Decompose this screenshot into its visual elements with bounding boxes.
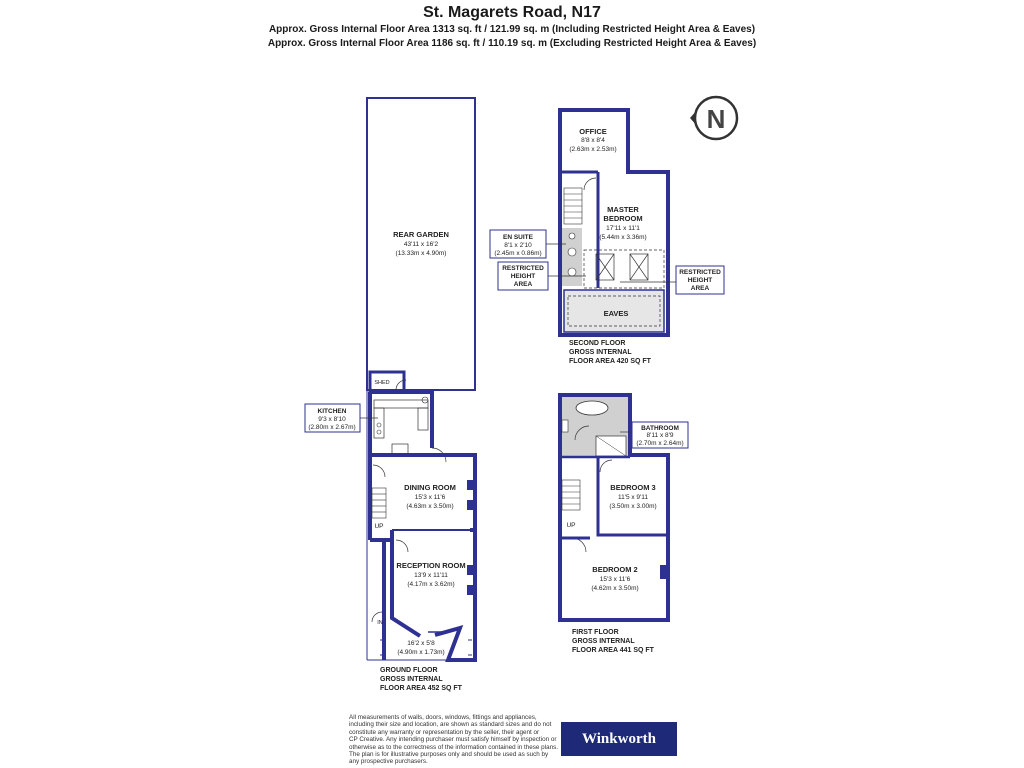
page-title: St. Magarets Road, N17 (423, 4, 601, 21)
disclaimer-line: The plan is for illustrative purposes only and should be used as such by (349, 751, 549, 759)
reception-room-dim-met: (4.17m x 3.62m) (407, 581, 455, 588)
compass-letter: N (706, 104, 726, 134)
kitchen-dim-imp: 9'3 x 8'10 (318, 416, 346, 423)
bathroom-name: BATHROOM (641, 425, 679, 432)
bedroom2-name: BEDROOM 2 (592, 565, 638, 574)
reception-room-dim-imp: 13'9 x 11'11 (414, 572, 448, 579)
ground-floor-plan (305, 98, 475, 692)
kitchen-name: KITCHEN (317, 408, 347, 415)
bedroom2-dim-met: (4.62m x 3.50m) (591, 585, 639, 592)
office-dim-met: (2.63m x 2.53m) (569, 146, 617, 153)
restricted-right-1: RESTRICTED (679, 269, 721, 276)
first-floor-label-3: FLOOR AREA 441 SQ FT (572, 647, 654, 654)
bedroom3-dim-met: (3.50m x 3.00m) (609, 503, 657, 510)
disclaimer-line: any prospective purchasers. (349, 758, 428, 766)
restricted-right-2: HEIGHT (687, 277, 713, 284)
bedroom3-name: BEDROOM 3 (610, 483, 656, 492)
second-floor-label-3: FLOOR AREA 420 SQ FT (569, 358, 651, 365)
disclaimer-line: CP Creative. Any intending purchaser must satisfy himself by inspection or (349, 736, 557, 744)
restricted-left-2: HEIGHT (510, 273, 536, 280)
master-bedroom-dim-imp: 17'11 x 11'1 (606, 225, 640, 232)
area-excluding: Approx. Gross Internal Floor Area 1186 sq. ft / 110.19 sq. m (Excluding Restricted Height Area & Eaves) (267, 38, 757, 49)
disclaimer-line: otherwise as to the correctness of the information contained in these plans. (349, 743, 558, 751)
shed-label: SHED (374, 380, 390, 386)
rear-garden-dim-imp: 43'11 x 16'2 (403, 241, 439, 248)
front-garden-dim-met: (4.90m x 1.73m) (397, 649, 445, 656)
restricted-left-1: RESTRICTED (502, 265, 544, 272)
disclaimer-text (349, 714, 563, 766)
master-bedroom-dim-met: (5.44m x 3.36m) (599, 234, 647, 241)
bathroom-dim-met: (2.70m x 2.64m) (636, 440, 684, 447)
ensuite-dim-met: (2.45m x 0.86m) (494, 250, 542, 257)
compass-icon (690, 97, 737, 139)
ground-floor-label-1: GROUND FLOOR (380, 667, 438, 674)
winkworth-logo: Winkworth (561, 722, 677, 756)
eaves-label: EAVES (603, 309, 629, 318)
disclaimer-line: All measurements of walls, doors, windows, fittings and appliances, (349, 714, 537, 721)
front-garden-dim-imp: 16'2 x 5'8 (407, 640, 435, 647)
second-floor-plan (490, 110, 724, 365)
disclaimer-line: constitute any warranty or representation by the seller, their agent or (349, 728, 540, 736)
first-up-label: UP (566, 522, 576, 529)
restricted-left-3: AREA (513, 281, 533, 288)
ensuite-dim-imp: 8'1 x 2'10 (504, 242, 532, 249)
first-floor-label-2: GROSS INTERNAL (572, 638, 635, 645)
ground-floor-label-3: FLOOR AREA 452 SQ FT (380, 685, 462, 692)
dining-room-name: DINING ROOM (404, 483, 456, 492)
master-bedroom-name-1: MASTER (607, 205, 639, 214)
first-floor-label-1: FIRST FLOOR (572, 629, 619, 636)
restricted-right-3: AREA (690, 285, 710, 292)
rear-garden-dim-met: (13.33m x 4.90m) (395, 250, 447, 257)
ground-up-label: UP (374, 523, 384, 530)
dining-room-dim-met: (4.63m x 3.50m) (406, 503, 454, 510)
rear-garden-name: REAR GARDEN (393, 230, 449, 239)
office-name: OFFICE (579, 127, 607, 136)
first-floor-plan (560, 395, 688, 654)
area-including: Approx. Gross Internal Floor Area 1313 sq. ft / 121.99 sq. m (Including Restricted Height Area & Eaves) (268, 24, 756, 35)
master-bedroom-name-2: BEDROOM (603, 214, 643, 223)
office-dim-imp: 8'8 x 8'4 (581, 137, 605, 144)
ensuite-name: EN SUITE (503, 234, 533, 241)
reception-room-name: RECEPTION ROOM (396, 561, 466, 570)
kitchen-dim-met: (2.80m x 2.67m) (308, 424, 356, 431)
entrance-in-label: IN (377, 620, 383, 626)
second-floor-label-1: SECOND FLOOR (569, 340, 626, 347)
ground-floor-label-2: GROSS INTERNAL (380, 676, 443, 683)
bedroom2-dim-imp: 15'3 x 11'6 (599, 576, 631, 583)
second-floor-label-2: GROSS INTERNAL (569, 349, 632, 356)
bedroom3-dim-imp: 11'5 x 9'11 (617, 494, 649, 501)
dining-room-dim-imp: 15'3 x 11'6 (414, 494, 446, 501)
bathroom-dim-imp: 8'11 x 8'9 (646, 432, 674, 439)
disclaimer-line: including their size and location, are shown as standard sizes and do not (349, 721, 552, 729)
